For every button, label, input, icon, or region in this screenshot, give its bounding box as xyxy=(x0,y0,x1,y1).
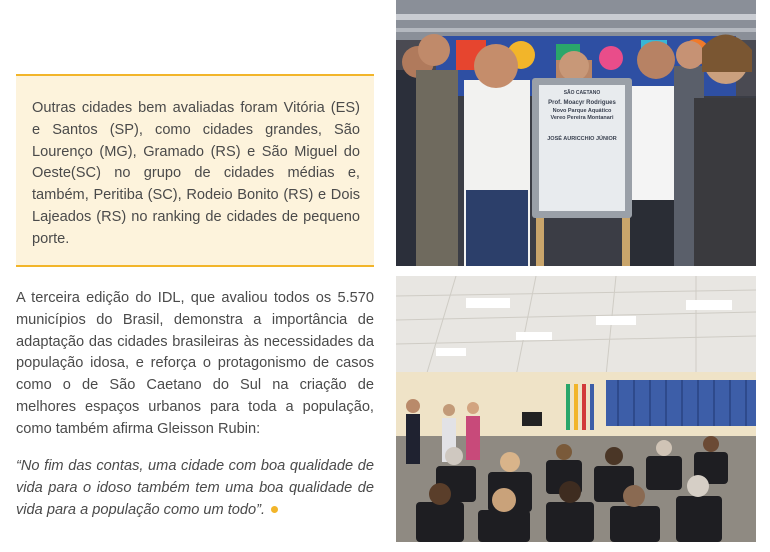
plaque-line-5: JOSÉ AURICCHIO JÚNIOR xyxy=(547,135,617,142)
end-mark-icon xyxy=(271,506,278,513)
quote-text: “No fim das contas, uma cidade com boa qualidade de vida para o idoso também tem uma boa qualidade de vida para a população como um todo”. xyxy=(16,458,374,518)
callout-text: Outras cidades bem avaliadas foram Vitória (ES) e Santos (SP), como cidades grandes, São Lourenço (MG), Gramado (RS) e São Miguel do Oeste(SC) no grupo de cidades médias e, também, Peritiba (SC), Rodeio Bonito (RS) e Dois Lajeados (RS) no ranking de cidades de pequeno porte. xyxy=(32,100,360,247)
plaque-line-3: Novo Parque Aquático xyxy=(552,107,612,114)
plaque-line-1: SÃO CAETANO xyxy=(563,90,601,96)
plaque-line-2: Prof. Moacyr Rodrigues xyxy=(548,100,616,107)
photo-auditorium xyxy=(396,276,756,542)
auditorium-illustration xyxy=(396,276,756,542)
highlight-callout xyxy=(16,74,374,267)
photo-plaque-unveiling xyxy=(396,0,756,266)
quote-paragraph xyxy=(16,456,374,521)
body-paragraph: A terceira edição do IDL, que avaliou todos os 5.570 municípios do Brasil, demonstra a importância de adaptação das cidades brasileiras às necessidades da população idosa, e reforça o protagonismo de casos como o de São Caetano do Sul na criação de melhores espaços urbanos para toda a população, como também afirma Gleisson Rubin: xyxy=(16,290,374,437)
plaque-line-4: Vereo Pereira Montanari xyxy=(550,114,614,121)
plaque xyxy=(541,90,623,142)
